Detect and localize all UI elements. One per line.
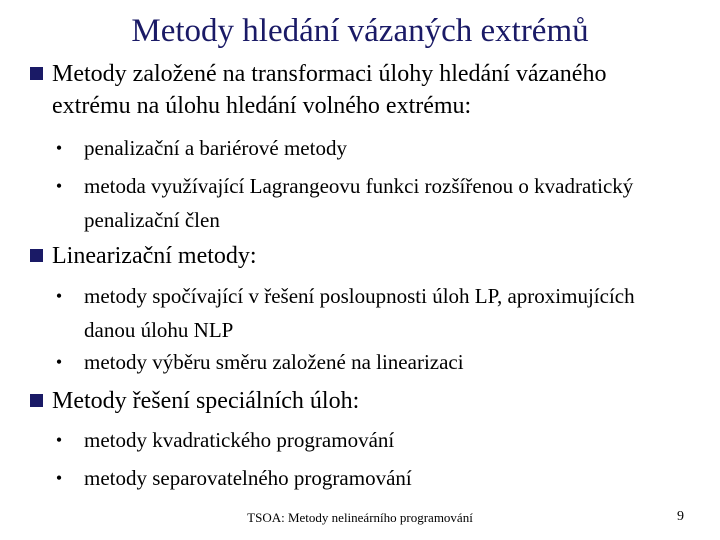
sub-bullet-item <box>52 345 672 379</box>
sub-bullet-text: metody výběru směru založené na linearizaci <box>84 350 464 374</box>
sub-bullet-item <box>52 169 672 237</box>
dot-bullet-icon: • <box>55 468 63 488</box>
sub-bullet-item <box>52 279 672 347</box>
dot-bullet-icon: • <box>55 176 63 196</box>
sub-bullet-text: metody kvadratického programování <box>84 428 395 452</box>
sub-bullet-text: metody separovatelného programování <box>84 466 412 490</box>
bullet-item <box>30 240 690 272</box>
sub-bullet-text: metoda využívající Lagrangeovu funkci rozšířenou o kvadratický penalizační člen <box>84 174 634 232</box>
sub-bullet-item <box>52 461 672 495</box>
bullet-text: Metody založené na transformaci úlohy hledání vázaného extrému na úlohu hledání volného extrému: <box>52 61 607 119</box>
dot-bullet-icon: • <box>55 430 63 450</box>
bullet-item <box>30 385 690 417</box>
bullet-item <box>30 58 690 122</box>
square-bullet-icon <box>30 394 43 407</box>
bullet-text: Linearizační metody: <box>52 243 257 269</box>
slide-title: Metody hledání vázaných extrémů <box>131 13 589 49</box>
square-bullet-icon <box>30 249 43 262</box>
page-number: 9 <box>677 509 684 524</box>
sub-bullet-item <box>52 131 672 165</box>
dot-bullet-icon: • <box>55 286 63 306</box>
sub-bullet-item <box>52 423 672 457</box>
bullet-text: Metody řešení speciálních úloh: <box>52 388 360 414</box>
slide-footer: TSOA: Metody nelineárního programování <box>247 510 473 525</box>
sub-bullet-text: penalizační a bariérové metody <box>84 136 347 160</box>
dot-bullet-icon: • <box>55 138 63 158</box>
dot-bullet-icon: • <box>55 352 63 372</box>
square-bullet-icon <box>30 67 43 80</box>
sub-bullet-text: metody spočívající v řešení posloupnosti úloh LP, aproximujících danou úlohu NLP <box>84 284 635 342</box>
